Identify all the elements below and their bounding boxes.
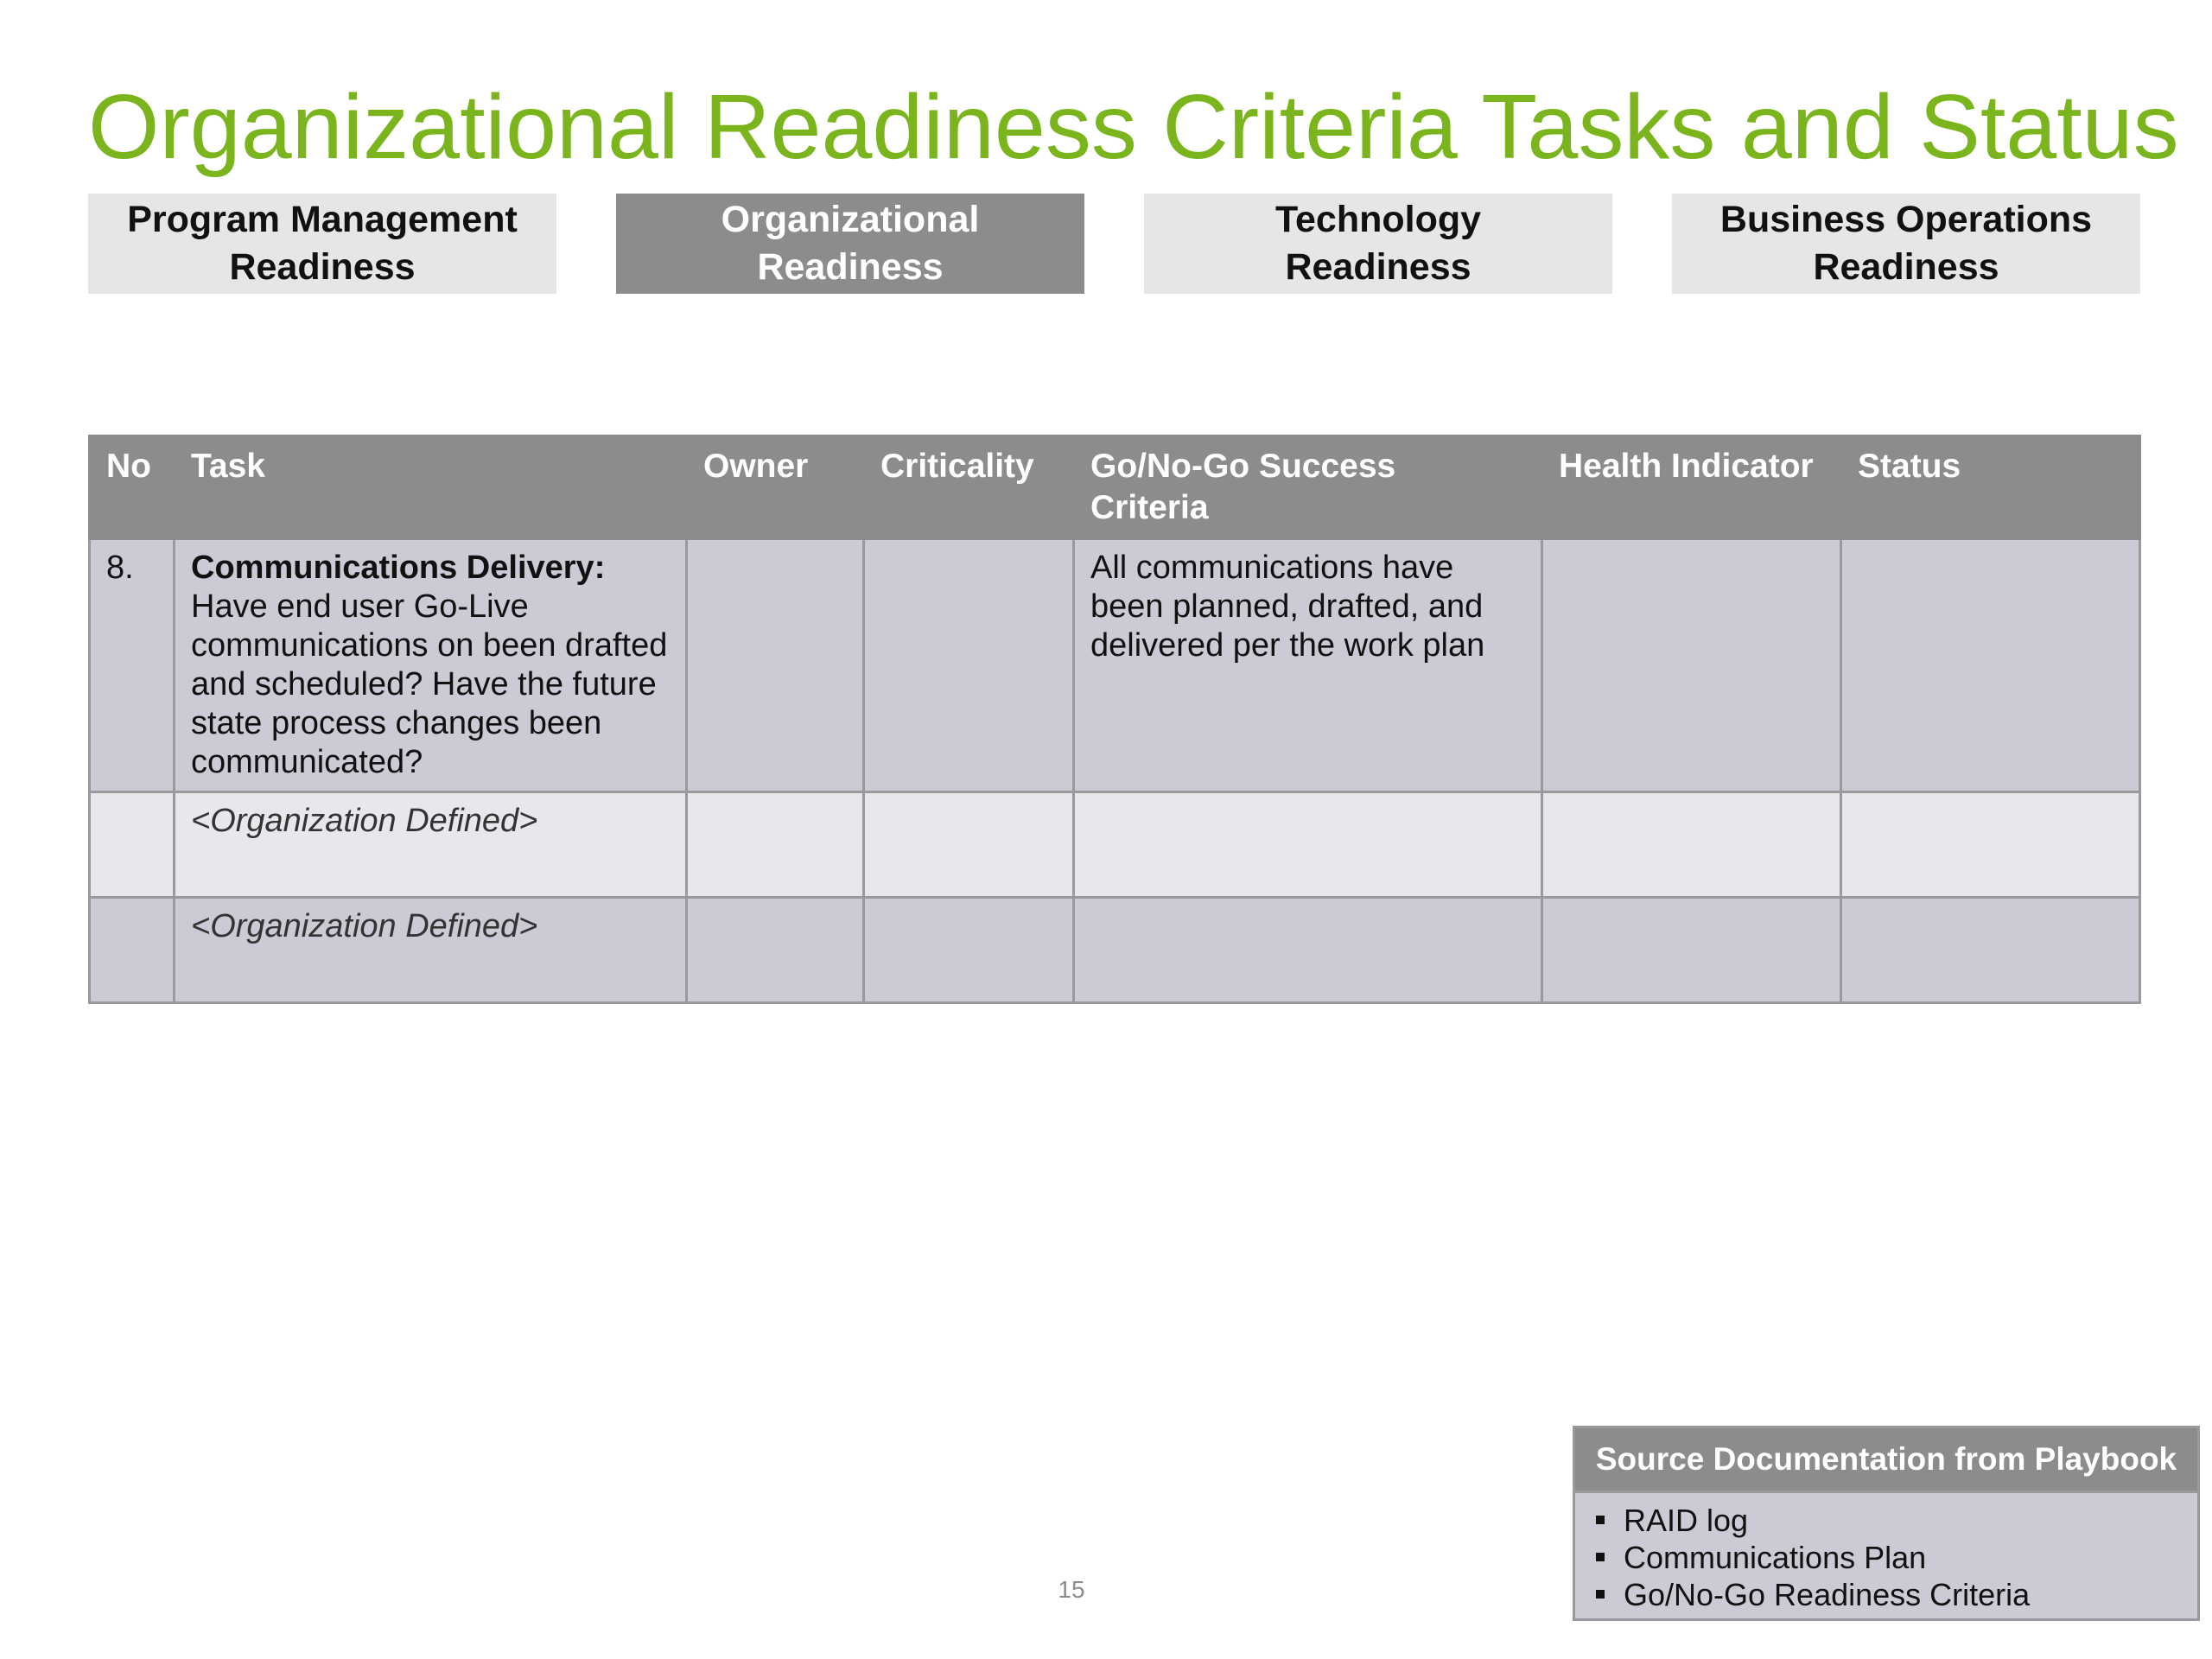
square-bullet-icon [1596,1516,1605,1524]
source-item-label: RAID log [1624,1503,1749,1538]
cell-criticality[interactable] [864,792,1074,898]
source-item-label: Go/No-Go Readiness Criteria [1624,1577,2031,1612]
tab-label-line1: Organizational [721,199,980,240]
tab-business-operations-readiness[interactable] [1672,194,2140,294]
cell-criteria[interactable] [1074,898,1542,1003]
cell-criteria[interactable] [1074,792,1542,898]
tab-label-line1: Business Operations [1719,199,2093,240]
tab-label-line1: Technology [1274,199,1482,240]
cell-criteria[interactable]: All communications have been planned, drafted, and delivered per the work plan [1074,539,1542,792]
page-title: Organizational Readiness Criteria Tasks and Status [88,76,2179,178]
source-documentation-box [1573,1426,2200,1621]
cell-status[interactable] [1841,898,2140,1003]
tab-organizational-readiness[interactable] [616,194,1084,294]
cell-status[interactable] [1841,792,2140,898]
tab-technology-readiness[interactable] [1144,194,1612,294]
square-bullet-icon [1596,1590,1605,1599]
cell-health-indicator[interactable] [1542,898,1841,1003]
cell-criticality[interactable] [864,898,1074,1003]
header-status: Status [1841,436,2140,539]
task-placeholder: <Organization Defined> [191,803,538,839]
cell-task[interactable] [175,792,687,898]
list-item [1596,1576,2197,1613]
cell-owner[interactable] [687,539,864,792]
table-row [90,792,2140,898]
tab-program-management-readiness[interactable] [88,194,556,294]
table-row [90,898,2140,1003]
readiness-criteria-table [88,435,2141,1004]
cell-owner[interactable] [687,792,864,898]
header-task: Task [175,436,687,539]
cell-status[interactable] [1841,539,2140,792]
task-body: Have end user Go-Live communications on been drafted and scheduled? Have the future state process changes been communicated? [191,588,668,780]
source-documentation-header: Source Documentation from Playbook [1575,1428,2197,1493]
source-item-label: Communications Plan [1624,1540,1927,1575]
tab-label-line1: Program Management [127,199,518,240]
page-number: 15 [1058,1576,1085,1603]
cell-health-indicator[interactable] [1542,539,1841,792]
header-no: No [90,436,175,539]
cell-criticality[interactable] [864,539,1074,792]
header-criteria-line1: Go/No-Go Success [1090,448,1396,485]
tab-label-line2: Readiness [1813,246,1999,288]
header-owner: Owner [687,436,864,539]
list-item [1596,1539,2197,1576]
header-criticality: Criticality [864,436,1074,539]
cell-health-indicator[interactable] [1542,792,1841,898]
header-go-no-go-criteria [1074,436,1542,539]
cell-task[interactable] [175,898,687,1003]
task-title: Communications Delivery: [191,550,606,586]
header-criteria-line2: Criteria [1090,489,1209,526]
list-item [1596,1502,2197,1539]
square-bullet-icon [1596,1553,1605,1561]
table-header-row [90,436,2140,539]
cell-task[interactable] [175,539,687,792]
tab-label-line2: Readiness [757,246,944,288]
tab-label-line2: Readiness [229,246,416,288]
cell-no [90,792,175,898]
table-row [90,539,2140,792]
tab-label-line2: Readiness [1285,246,1471,288]
cell-no [90,898,175,1003]
cell-no: 8. [90,539,175,792]
task-placeholder: <Organization Defined> [191,908,538,944]
source-documentation-list [1575,1493,2197,1613]
header-health-indicator: Health Indicator [1542,436,1841,539]
cell-owner[interactable] [687,898,864,1003]
